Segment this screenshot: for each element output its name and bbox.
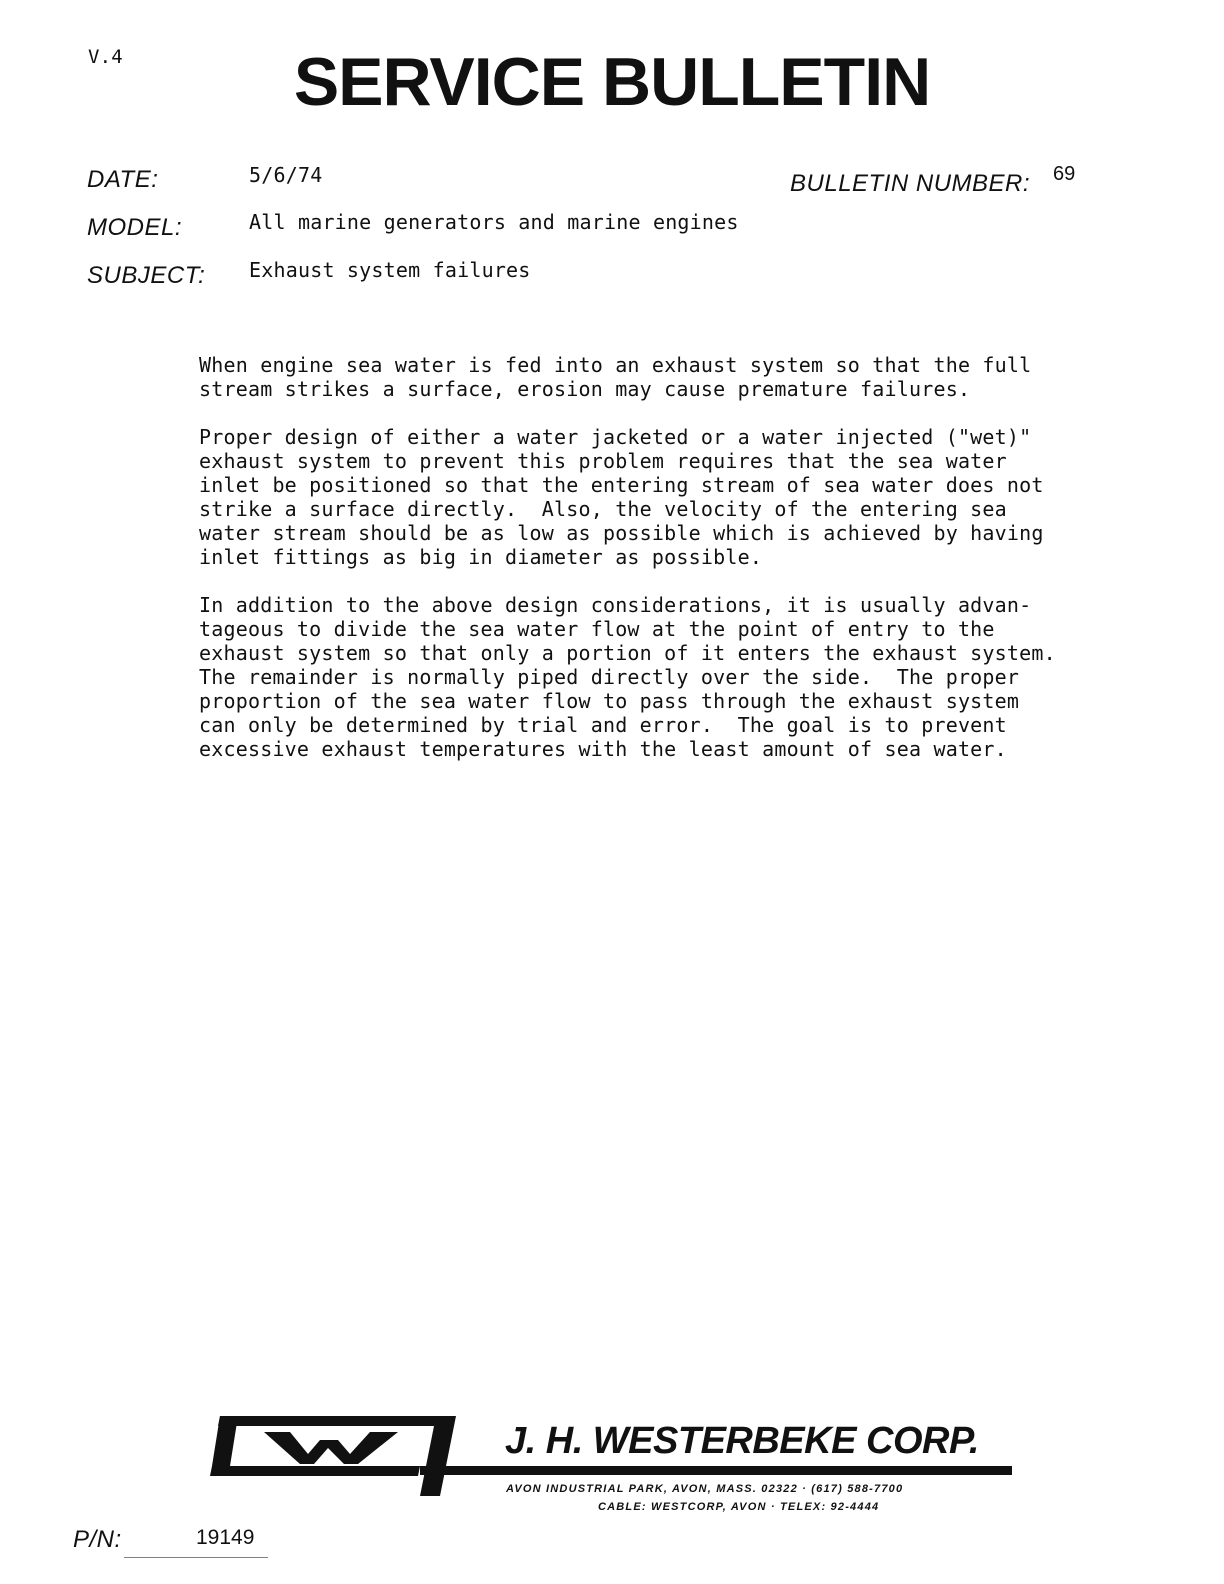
company-address: AVON INDUSTRIAL PARK, AVON, MASS. 02322 · (617) 588-7700	[506, 1483, 904, 1495]
part-number-underline	[124, 1557, 268, 1558]
part-number-value: 19149	[196, 1526, 255, 1549]
footer-rule	[420, 1466, 1012, 1475]
body-paragraph: When engine sea water is fed into an exhaust system so that the full stream strikes a surface, erosion may cause premature failures.	[199, 353, 1032, 401]
company-name: J. H. WESTERBEKE CORP.	[505, 1420, 979, 1462]
part-number-label: P/N:	[73, 1526, 122, 1553]
bulletin-number-value: 69	[1053, 163, 1076, 185]
company-cable-telex: CABLE: WESTCORP, AVON · TELEX: 92-4444	[598, 1501, 880, 1513]
bulletin-number-label: BULLETIN NUMBER:	[790, 170, 1031, 197]
version-label: V.4	[88, 46, 123, 68]
title-text: SERVICE BULLETIN	[293, 44, 931, 120]
date-value: 5/6/74	[249, 163, 323, 187]
date-label: DATE:	[87, 166, 159, 193]
subject-value: Exhaust system failures	[249, 258, 531, 282]
model-value: All marine generators and marine engines	[249, 210, 739, 234]
page-title	[0, 42, 1224, 122]
body-paragraph: In addition to the above design considerations, it is usually advan- tageous to divide the sea water flow at the point of entry to the exhaust system so that only a portion of it enters the exhaust system. The remainder is normally piped directly over the side. The proper proportion of the sea water flow to pass through the exhaust system can only be determined by trial and error. The goal is to prevent excessive exhaust temperatures with the least amount of sea water.	[199, 593, 1056, 761]
body-paragraph: Proper design of either a water jacketed or a water injected ("wet)" exhaust system to prevent this problem requires that the sea water inlet be positioned so that the entering stream of sea water does not strike a surface directly. Also, the velocity of the entering sea water stream should be as low as possible which is achieved by having inlet fittings as big in diameter as possible.	[199, 425, 1044, 569]
bulletin-body	[199, 353, 1079, 785]
model-label: MODEL:	[87, 214, 183, 241]
westerbeke-w-logo-icon	[208, 1410, 468, 1510]
subject-label: SUBJECT:	[87, 262, 206, 289]
